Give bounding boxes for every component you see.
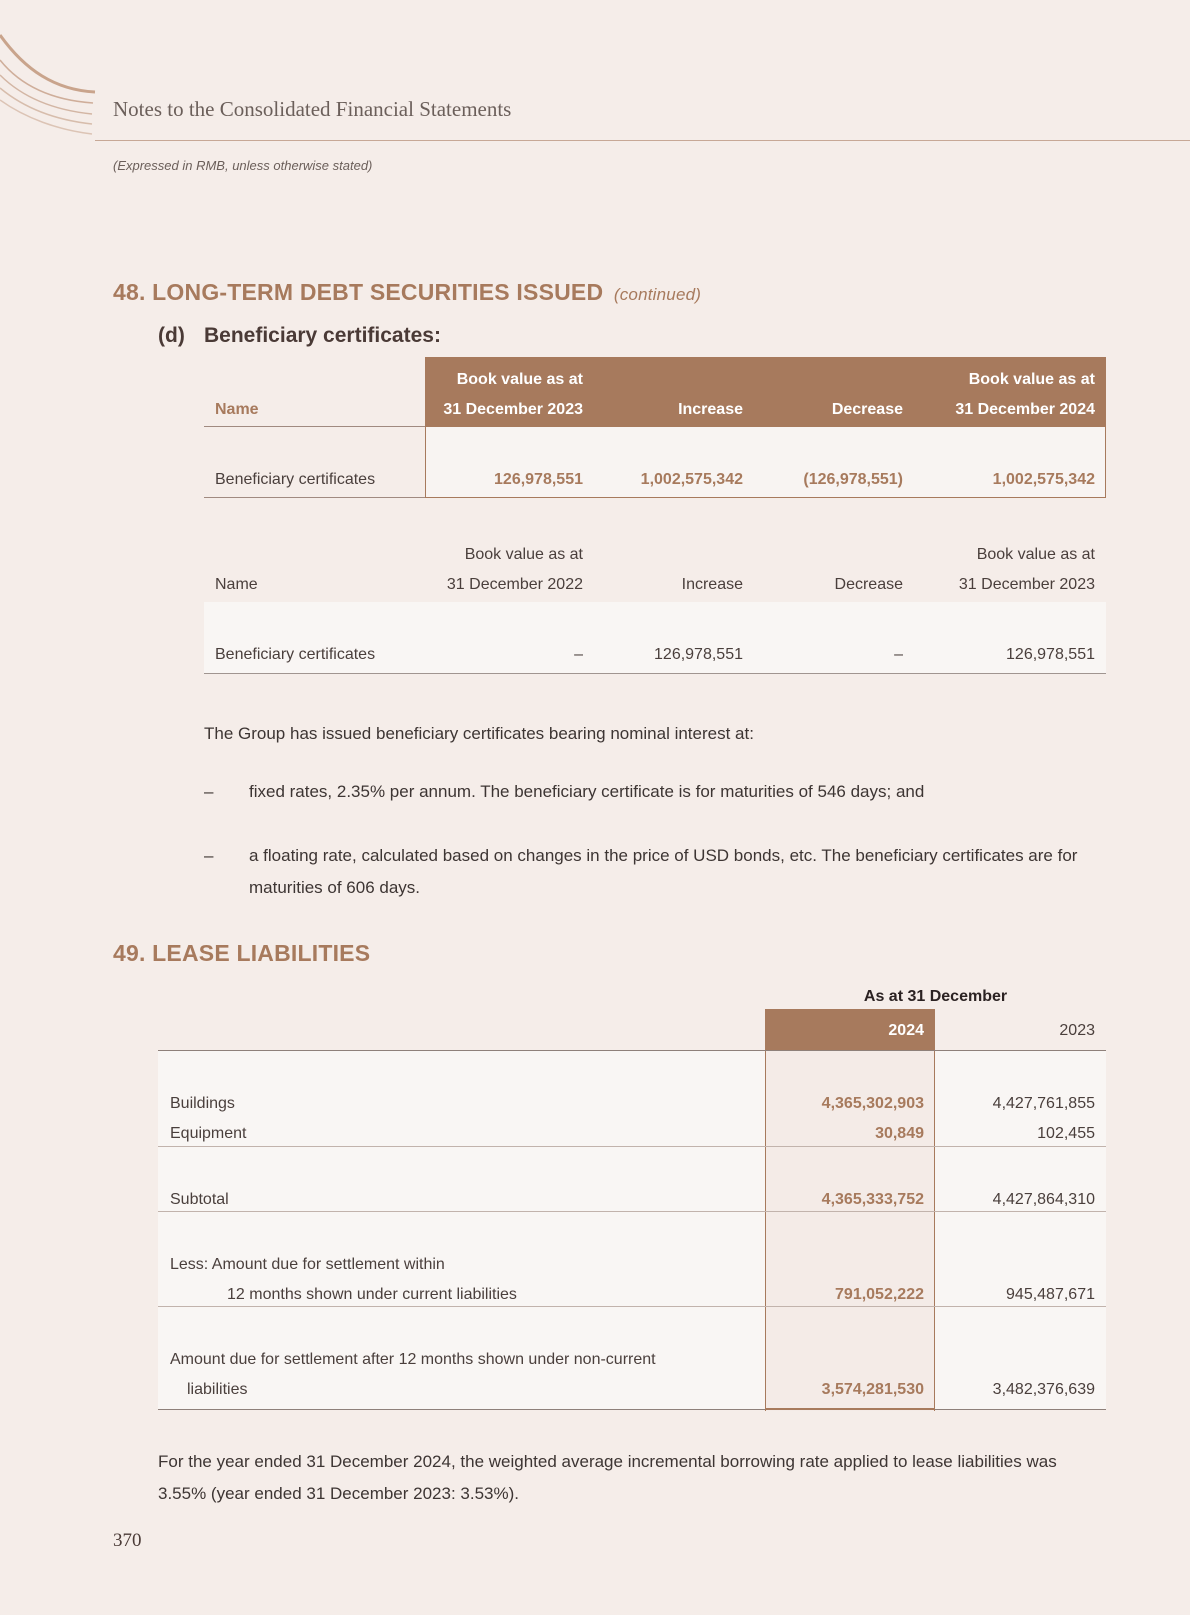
section-49-number: 49. bbox=[113, 940, 146, 966]
section-49-title: LEASE LIABILITIES bbox=[152, 940, 371, 966]
bullet-fixed-rate: fixed rates, 2.35% per annum. The beneficiary certificate is for maturities of 546 days; and bbox=[249, 782, 925, 801]
beneficiary-table-2024 bbox=[204, 357, 1106, 499]
row-label-buildings: Buildings bbox=[170, 1095, 235, 1112]
col-header: Book value as at bbox=[464, 546, 583, 563]
col-header-decrease: Decrease bbox=[831, 401, 903, 418]
col-header: 31 December 2023 bbox=[958, 576, 1095, 593]
subsection-d-heading bbox=[158, 324, 441, 348]
borrowing-rate-note-line2: 3.55% (year ended 31 December 2023: 3.53%). bbox=[158, 1484, 520, 1503]
page-number: 370 bbox=[113, 1530, 142, 1551]
noncurrent-2023: 3,482,376,639 bbox=[992, 1381, 1095, 1398]
col-header: Book value as at bbox=[456, 371, 583, 388]
row-label: Beneficiary certificates bbox=[215, 646, 376, 663]
row-label-subtotal: Subtotal bbox=[170, 1191, 229, 1208]
section-49-heading bbox=[113, 940, 370, 967]
section-48-title: LONG-TERM DEBT SECURITIES ISSUED bbox=[152, 279, 604, 305]
lease-liabilities-table bbox=[158, 975, 1106, 1411]
row-label: Beneficiary certificates bbox=[215, 471, 376, 488]
row-label-less-line2: 12 months shown under current liabilities bbox=[227, 1286, 517, 1303]
as-at-header: As at 31 December bbox=[863, 988, 1008, 1005]
beneficiary-table-2023 bbox=[204, 532, 1106, 674]
cell-value: – bbox=[894, 646, 903, 663]
row-label-noncurrent-line1: Amount due for settlement after 12 months shown under non-current bbox=[170, 1351, 656, 1368]
table-row bbox=[204, 602, 1106, 674]
table-header bbox=[204, 357, 1106, 427]
section-48-heading bbox=[113, 279, 701, 306]
name-header: Name bbox=[215, 401, 259, 418]
currency-note: (Expressed in RMB, unless otherwise stated) bbox=[113, 158, 373, 173]
year-2024-header: 2024 bbox=[888, 1022, 924, 1039]
continued-label: (continued) bbox=[613, 285, 702, 304]
bullet-floating-rate-line2: maturities of 606 days. bbox=[249, 878, 421, 897]
col-header: 31 December 2023 bbox=[443, 401, 583, 418]
section-48-number: 48. bbox=[113, 279, 146, 305]
name-header: Name bbox=[215, 576, 258, 593]
col-header: Book value as at bbox=[976, 546, 1095, 563]
bullet-dash: – bbox=[204, 846, 214, 865]
cell-value: 126,978,551 bbox=[494, 471, 583, 488]
table-header bbox=[204, 532, 1106, 602]
col-header-increase: Increase bbox=[681, 576, 743, 593]
subtotal-2023: 4,427,864,310 bbox=[992, 1191, 1095, 1208]
col-header: 31 December 2022 bbox=[446, 576, 583, 593]
col-header: Book value as at bbox=[968, 371, 1095, 388]
cell-value: – bbox=[574, 646, 583, 663]
bullet-dash: – bbox=[204, 782, 214, 801]
current-2023: 945,487,671 bbox=[1006, 1286, 1095, 1303]
col-header-increase: Increase bbox=[678, 401, 743, 418]
col-header: 31 December 2024 bbox=[955, 401, 1095, 418]
table-row bbox=[204, 427, 1106, 499]
noncurrent-2024: 3,574,281,530 bbox=[821, 1381, 924, 1398]
highlight-column-2024 bbox=[765, 1009, 935, 1411]
subsection-number: (d) bbox=[158, 324, 185, 347]
current-2024: 791,052,222 bbox=[835, 1286, 924, 1303]
equipment-2023: 102,455 bbox=[1037, 1125, 1095, 1142]
corner-arc-decoration bbox=[0, 0, 100, 150]
cell-value: 1,002,575,342 bbox=[992, 471, 1095, 488]
bullet-floating-rate-line1: a floating rate, calculated based on changes in the price of USD bonds, etc. The beneficiary certificates are for bbox=[249, 846, 1078, 865]
intro-paragraph: The Group has issued beneficiary certificates bearing nominal interest at: bbox=[204, 724, 754, 743]
subtotal-2024: 4,365,333,752 bbox=[821, 1191, 924, 1208]
row-label-equipment: Equipment bbox=[170, 1125, 247, 1142]
row-label-less-line1: Less: Amount due for settlement within bbox=[170, 1256, 445, 1273]
row-label-noncurrent-line2: liabilities bbox=[187, 1381, 248, 1398]
year-2023-header: 2023 bbox=[1059, 1022, 1095, 1039]
cell-value: 126,978,551 bbox=[1006, 646, 1095, 663]
buildings-2023: 4,427,761,855 bbox=[992, 1095, 1095, 1112]
cell-value: 126,978,551 bbox=[654, 646, 743, 663]
col-header-decrease: Decrease bbox=[834, 576, 903, 593]
cell-value: 1,002,575,342 bbox=[640, 471, 743, 488]
borrowing-rate-note-line1: For the year ended 31 December 2024, the weighted average incremental borrowing rate applied to lease liabilities was bbox=[158, 1452, 1057, 1471]
cell-value: (126,978,551) bbox=[803, 471, 903, 488]
buildings-2024: 4,365,302,903 bbox=[821, 1095, 924, 1112]
running-header-title: Notes to the Consolidated Financial Statements bbox=[113, 97, 512, 121]
subsection-title: Beneficiary certificates: bbox=[204, 324, 441, 347]
header-divider bbox=[95, 140, 1190, 141]
equipment-2024: 30,849 bbox=[875, 1125, 924, 1142]
